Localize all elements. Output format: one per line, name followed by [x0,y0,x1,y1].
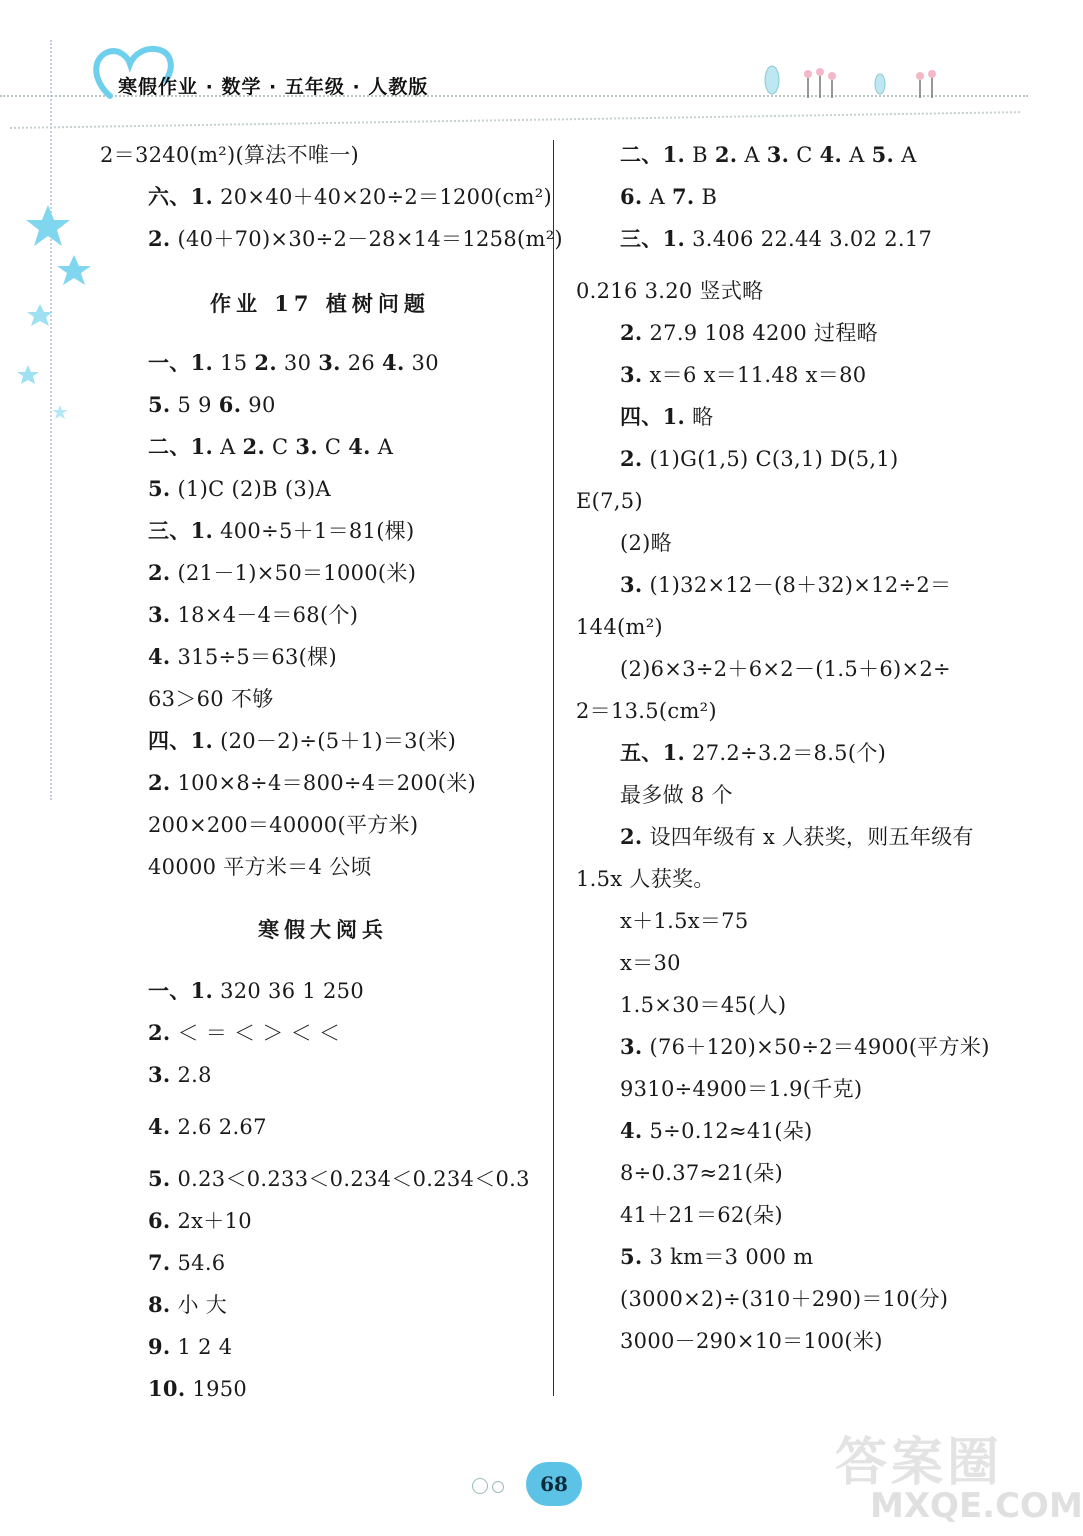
column-divider [553,140,554,1396]
answer-text: 2x＋10 [170,1209,252,1233]
answer-text: x＝30 [620,951,681,975]
answer-text: 设四年级有 x 人获奖，则五年级有 [642,825,974,849]
star-icon [17,365,39,384]
left-answer-line [148,1114,267,1140]
answer-text: 小 大 [170,1293,228,1317]
left-answer-line [148,184,552,210]
header-title: 寒假作业 · 数学 · 五年级 · 人教版 [118,76,429,98]
answer-text: 0.216 3.20 竖式略 [576,279,764,303]
right-answer-line [620,1034,990,1060]
answer-text: 2.6 2.67 [170,1115,267,1139]
question-number: 5. [148,476,171,501]
right-answer-line [620,782,733,808]
answer-text: ＜ ＝ ＜ ＞ ＜ ＜ [170,1021,341,1045]
right-answer-line [620,1076,862,1102]
right-answer-line [620,656,951,682]
answer-text: (40＋70)×30÷2－28×14＝1258(m²) [170,227,563,251]
question-number: 2. [148,560,171,585]
watermark-logo: 答案圈 [835,1433,1004,1493]
right-answer-line [576,614,663,640]
answer-text: B [694,185,718,209]
question-number: 9. [148,1334,171,1359]
question-number: 4. [348,434,371,459]
left-answer-line [148,1292,227,1318]
answer-text: 9310÷4900＝1.9(千克) [620,1077,863,1101]
answer-text: (1)G(1,5) C(3,1) D(5,1) [642,447,899,471]
left-answer-line [148,854,372,880]
right-answer-line [620,740,886,766]
answer-text: 18×4－4＝68(个) [170,603,359,627]
answer-text: 200×200＝40000(平方米) [148,813,419,837]
page-number: 68 [526,1462,582,1506]
answer-text: C [317,435,349,459]
right-answer-line [620,572,951,598]
answer-text: 2＝13.5(cm²) [576,699,717,723]
answer-text: B [685,143,715,167]
left-answer-line [148,350,439,376]
question-number: 10. [148,1376,186,1401]
right-answer-line [620,824,974,850]
right-answer-line [620,184,717,210]
answer-text: A [370,435,394,459]
question-number: 4. [819,142,843,167]
answer-text: 3 km＝3 000 m [642,1245,814,1269]
question-number: 2. [714,142,738,167]
answer-text: (21－1)×50＝1000(米) [170,561,417,585]
left-answer-line [148,1376,247,1402]
answer-text: 26 [340,351,383,375]
left-answer-line [148,1062,212,1088]
answer-text: 30 [276,351,319,375]
answer-text: x＋1.5x＝75 [620,909,749,933]
answer-text: (20－2)÷(5＋1)＝3(米) [213,729,457,753]
stars-decoration [0,200,110,430]
question-number: 7. [148,1250,171,1275]
watermark-url: MXQE.COM [870,1486,1083,1526]
left-answer-line [148,1208,252,1234]
answer-text: 41＋21＝62(朵) [620,1203,783,1227]
left-answer-line [148,644,337,670]
question-number: 6. [218,392,242,417]
right-answer-line [620,1202,783,1228]
answer-text: 略 [685,405,714,429]
right-answer-line [620,1286,948,1312]
question-number: 五、1. [620,740,686,765]
question-number: 5. [871,142,895,167]
answer-text: 3.406 22.44 3.02 2.17 [685,227,933,251]
right-answer-line [576,866,715,892]
question-number: 3. [295,434,318,459]
answer-text: 27.2÷3.2＝8.5(个) [685,741,887,765]
answer-text: A [737,143,767,167]
right-answer-line [620,362,866,388]
answer-text: 1.5x 人获奖。 [576,867,715,891]
answer-text: (2)6×3÷2＋6×2－(1.5＋6)×2÷ [620,657,951,681]
right-answer-line [620,950,681,976]
question-number: 2. [620,320,643,345]
answer-text: E(7,5) [576,489,643,513]
answer-text: A [642,185,672,209]
answer-text: (3000×2)÷(310＋290)＝10(分) [620,1287,949,1311]
left-answer-line [148,1334,232,1360]
section-heading: 作业 17 植树问题 [210,291,430,316]
question-number: 4. [148,1114,171,1139]
question-number: 2. [148,226,171,251]
question-number: 二、1. [148,434,214,459]
right-answer-line [620,404,713,430]
question-number: 一、1. [148,350,214,375]
answer-text: 最多做 8 个 [620,783,733,807]
star-icon [26,205,70,246]
left-answer-line [148,518,415,544]
question-number: 3. [620,1034,643,1059]
right-answer-line [620,1328,883,1354]
left-answer-line [148,686,274,712]
header-rule-2 [10,111,1020,129]
answer-text: (1)32×12－(8＋32)×12÷2＝ [642,573,952,597]
left-answer-line [148,770,476,796]
left-answer-line [148,434,393,460]
question-number: 5. [148,392,171,417]
answer-text: A [213,435,243,459]
question-number: 三、1. [620,226,686,251]
left-answer-line [148,1166,530,1192]
question-number: 7. [671,184,695,209]
question-number: 六、1. [148,184,214,209]
left-answer-line [148,392,276,418]
answer-text: 5÷0.12≈41(朵) [642,1119,813,1143]
right-answer-line [620,1244,814,1270]
answer-text: (76＋120)×50÷2＝4900(平方米) [642,1035,990,1059]
question-number: 四、1. [620,404,686,429]
question-number: 2. [254,350,277,375]
answer-text: 315÷5＝63(棵) [170,645,337,669]
answer-text: 54.6 [170,1251,226,1275]
page-deco-circle [472,1478,488,1494]
right-answer-line [576,278,763,304]
answer-text: x＝6 x＝11.48 x＝80 [642,363,867,387]
question-number: 3. [620,572,643,597]
left-answer-line [148,226,563,252]
answer-text: 0.23＜0.233＜0.234＜0.234＜0.3 [170,1167,530,1191]
question-number: 四、1. [148,728,214,753]
question-number: 三、1. [148,518,214,543]
answer-text: C [265,435,296,459]
question-number: 5. [620,1244,643,1269]
right-answer-line [620,1160,783,1186]
answer-text: (1)C (2)B (3)A [170,477,331,501]
question-number: 3. [148,1062,171,1087]
left-answer-line [148,476,331,502]
right-answer-line [576,698,717,724]
answer-text: 320 36 1 250 [213,979,364,1003]
star-icon [52,405,68,419]
answer-text: 5 9 [170,393,219,417]
star-icon [27,304,53,326]
left-answer-line [148,812,418,838]
right-answer-line [620,320,878,346]
right-answer-line [620,226,932,252]
left-answer-line [148,728,456,754]
question-number: 3. [620,362,643,387]
answer-text: 2＝3240(m²)(算法不唯一) [100,143,360,167]
answer-text: 400÷5＋1＝81(棵) [213,519,415,543]
answer-text: A [894,143,917,167]
answer-text: 3000－290×10＝100(米) [620,1329,883,1353]
question-number: 2. [148,1020,171,1045]
question-number: 3. [148,602,171,627]
left-answer-line [148,1250,225,1276]
answer-text: 27.9 108 4200 过程略 [642,321,878,345]
question-number: 2. [620,446,643,471]
question-number: 4. [148,644,171,669]
question-number: 2. [620,824,643,849]
answer-text: 1.5×30＝45(人) [620,993,787,1017]
answer-text: 15 [213,351,255,375]
question-number: 3. [318,350,341,375]
answer-text: 40000 平方米＝4 公顷 [148,855,372,879]
answer-text: 90 [241,393,276,417]
question-number: 8. [148,1292,171,1317]
question-number: 5. [148,1166,171,1191]
right-answer-line [620,992,786,1018]
answer-text: 30 [404,351,439,375]
answer-text: 63＞60 不够 [148,687,274,711]
left-answer-line [148,560,416,586]
question-number: 二、1. [620,142,686,167]
page-deco-circle [492,1481,504,1493]
plants-icon [760,62,960,102]
left-answer-line [100,142,359,168]
right-answer-line [620,142,917,168]
question-number: 4. [382,350,405,375]
question-number: 6. [620,184,643,209]
right-answer-line [620,1118,813,1144]
answer-text: (2)略 [620,531,672,555]
left-answer-line [148,978,364,1004]
right-answer-line [576,488,643,514]
answer-text: A [842,143,872,167]
answer-text: 100×8÷4＝800÷4＝200(米) [170,771,477,795]
question-number: 3. [766,142,790,167]
left-answer-line [148,1020,340,1046]
answer-text: C [789,143,820,167]
answer-text: 20×40＋40×20÷2＝1200(cm²) [213,185,552,209]
section-heading: 寒假大阅兵 [258,917,388,942]
question-number: 6. [148,1208,171,1233]
question-number: 4. [620,1118,643,1143]
question-number: 2. [148,770,171,795]
answer-text: 1950 [185,1377,248,1401]
right-answer-line [620,908,749,934]
answer-text: 1 2 4 [170,1335,233,1359]
question-number: 2. [242,434,266,459]
right-answer-line [620,446,899,472]
answer-text: 144(m²) [576,615,663,639]
right-answer-line [620,530,672,556]
star-icon [57,255,91,285]
question-number: 一、1. [148,978,214,1003]
left-answer-line [148,602,358,628]
answer-text: 8÷0.37≈21(朵) [620,1161,784,1185]
answer-text: 2.8 [170,1063,212,1087]
